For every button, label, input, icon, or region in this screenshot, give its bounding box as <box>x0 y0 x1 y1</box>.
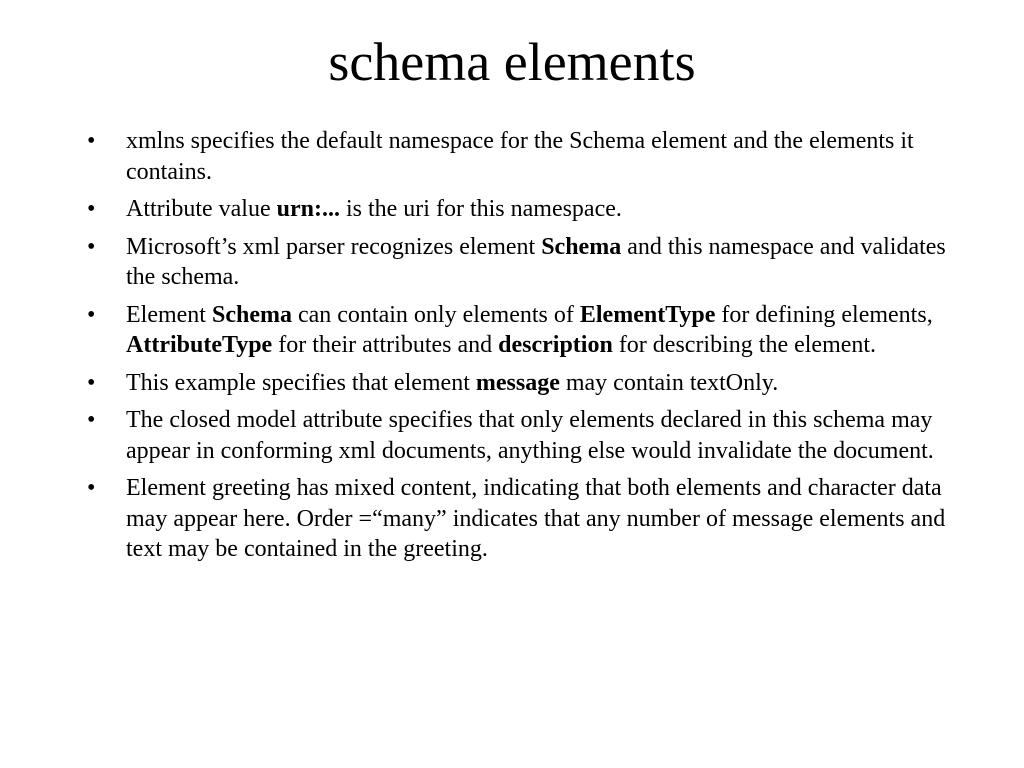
bullet-item <box>87 368 947 399</box>
bullet-dot-icon: • <box>87 475 96 501</box>
bullet-item <box>87 405 947 466</box>
bullet-text-segment: This example specifies that element <box>126 369 476 396</box>
bullet-item <box>87 194 947 225</box>
bullet-text-segment: can contain only elements of <box>291 301 580 328</box>
bullet-text <box>126 475 945 562</box>
bullet-keyword: urn:... <box>276 196 340 222</box>
bullet-text-segment: may contain textOnly. <box>559 369 779 396</box>
bullet-text <box>126 234 946 291</box>
slide-title: schema elements <box>328 32 696 92</box>
bullet-dot-icon: • <box>87 196 96 222</box>
bullet-text-segment: and this namespace and validates the schema. <box>126 233 946 290</box>
bullet-keyword: Schema <box>541 233 622 260</box>
bullet-text <box>126 370 778 396</box>
bullet-dot-icon: • <box>87 369 96 396</box>
bullet-dot-icon: • <box>87 301 96 328</box>
bullet-keyword: ElementType <box>579 301 716 328</box>
bullet-item <box>87 473 947 565</box>
bullet-item <box>87 126 947 187</box>
bullet-text-segment: Attribute value <box>126 196 277 222</box>
bullet-item <box>87 300 947 361</box>
bullet-text-segment: Element greeting has mixed content, indicating that both elements and character data may appear here. Order =“many” indicates that any number of message elements and text may be contained in the greeting. <box>126 475 946 562</box>
bullet-keyword: AttributeType <box>126 332 273 358</box>
bullet-text-segment: Microsoft’s xml parser recognizes element <box>126 233 542 260</box>
bullet-text-segment: for describing the element. <box>612 332 877 358</box>
bullet-keyword: Schema <box>211 301 292 328</box>
bullet-text-segment: for their attributes and <box>272 332 499 358</box>
bullet-keyword: message <box>475 369 560 396</box>
bullet-item <box>87 232 947 293</box>
bullet-text <box>126 128 914 185</box>
bullet-dot-icon: • <box>87 233 96 260</box>
bullet-keyword: description <box>498 332 613 358</box>
bullet-dot-icon: • <box>87 407 96 433</box>
bullet-text-segment: Element <box>126 301 212 328</box>
bullet-text <box>126 196 622 222</box>
bullet-list <box>87 126 947 572</box>
bullet-dot-icon: • <box>87 128 96 154</box>
bullet-text-segment: The closed model attribute specifies that only elements declared in this schema may appear in conforming xml documents, anything else would invalidate the document. <box>126 407 934 464</box>
bullet-text <box>126 407 934 464</box>
bullet-text-segment: xmlns specifies the default namespace for the Schema element and the elements it contains. <box>126 128 914 185</box>
bullet-text-segment: is the uri for this namespace. <box>339 196 622 222</box>
bullet-text-segment: for defining elements, <box>715 301 933 328</box>
bullet-text <box>126 302 933 359</box>
